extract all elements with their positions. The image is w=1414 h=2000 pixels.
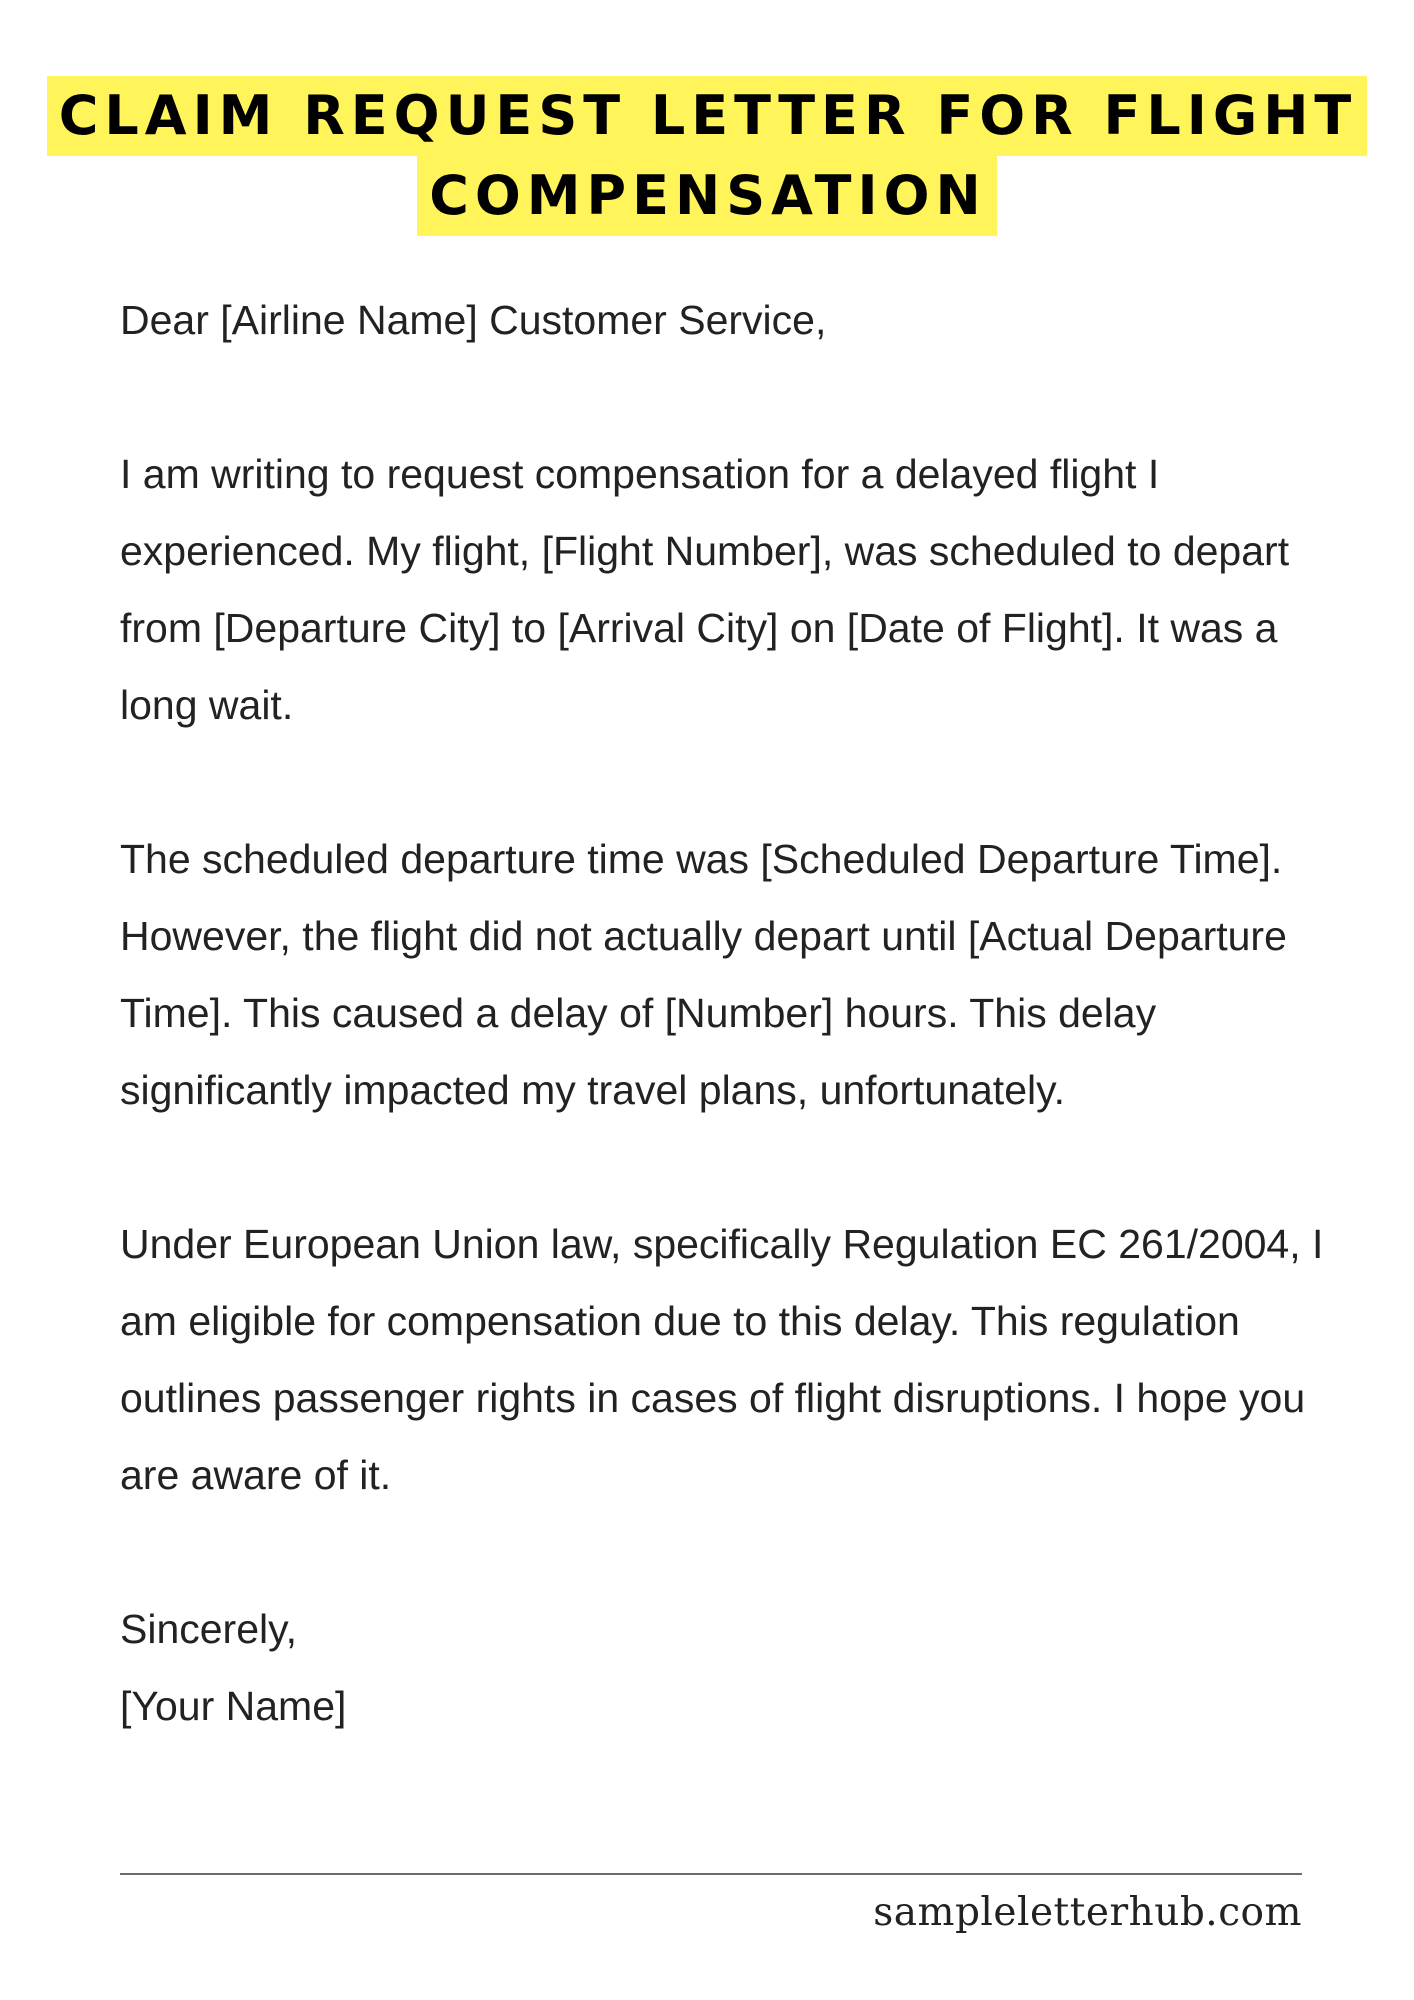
paragraph-gap xyxy=(120,744,1360,821)
paragraph-gap xyxy=(120,1514,1360,1591)
letter-title xyxy=(0,76,1414,236)
title-line-2: COMPENSATION xyxy=(417,156,996,236)
letter-body xyxy=(120,282,1360,1745)
paragraph-regulation: Under European Union law, specifically Regulation EC 261/2004, I am eligible for compensation due to this delay. This regulation outlines passenger rights in cases of flight disruptions. I hope you are aware of it. xyxy=(120,1221,1324,1498)
paragraph-gap xyxy=(120,1129,1360,1206)
closing: Sincerely, xyxy=(120,1606,297,1652)
footer-site-name: sampleletterhub.com xyxy=(873,1890,1302,1935)
footer-divider xyxy=(120,1873,1302,1875)
paragraph-delay-details: The scheduled departure time was [Scheduled Departure Time]. However, the flight did not actually depart until [Actual Departure Time]. This caused a delay of [Number] hours. This delay significantly impacted my travel plans, unfortunately. xyxy=(120,836,1287,1113)
paragraph-gap xyxy=(120,359,1360,436)
paragraph-flight-details: I am writing to request compensation for a delayed flight I experienced. My flight, [Flight Number], was scheduled to depart from [Departure City] to [Arrival City] on [Date of Flight]. It was a long wait. xyxy=(120,451,1290,728)
signature: [Your Name] xyxy=(120,1683,347,1729)
salutation: Dear [Airline Name] Customer Service, xyxy=(120,297,827,343)
title-line-1: CLAIM REQUEST LETTER FOR FLIGHT xyxy=(47,76,1367,156)
